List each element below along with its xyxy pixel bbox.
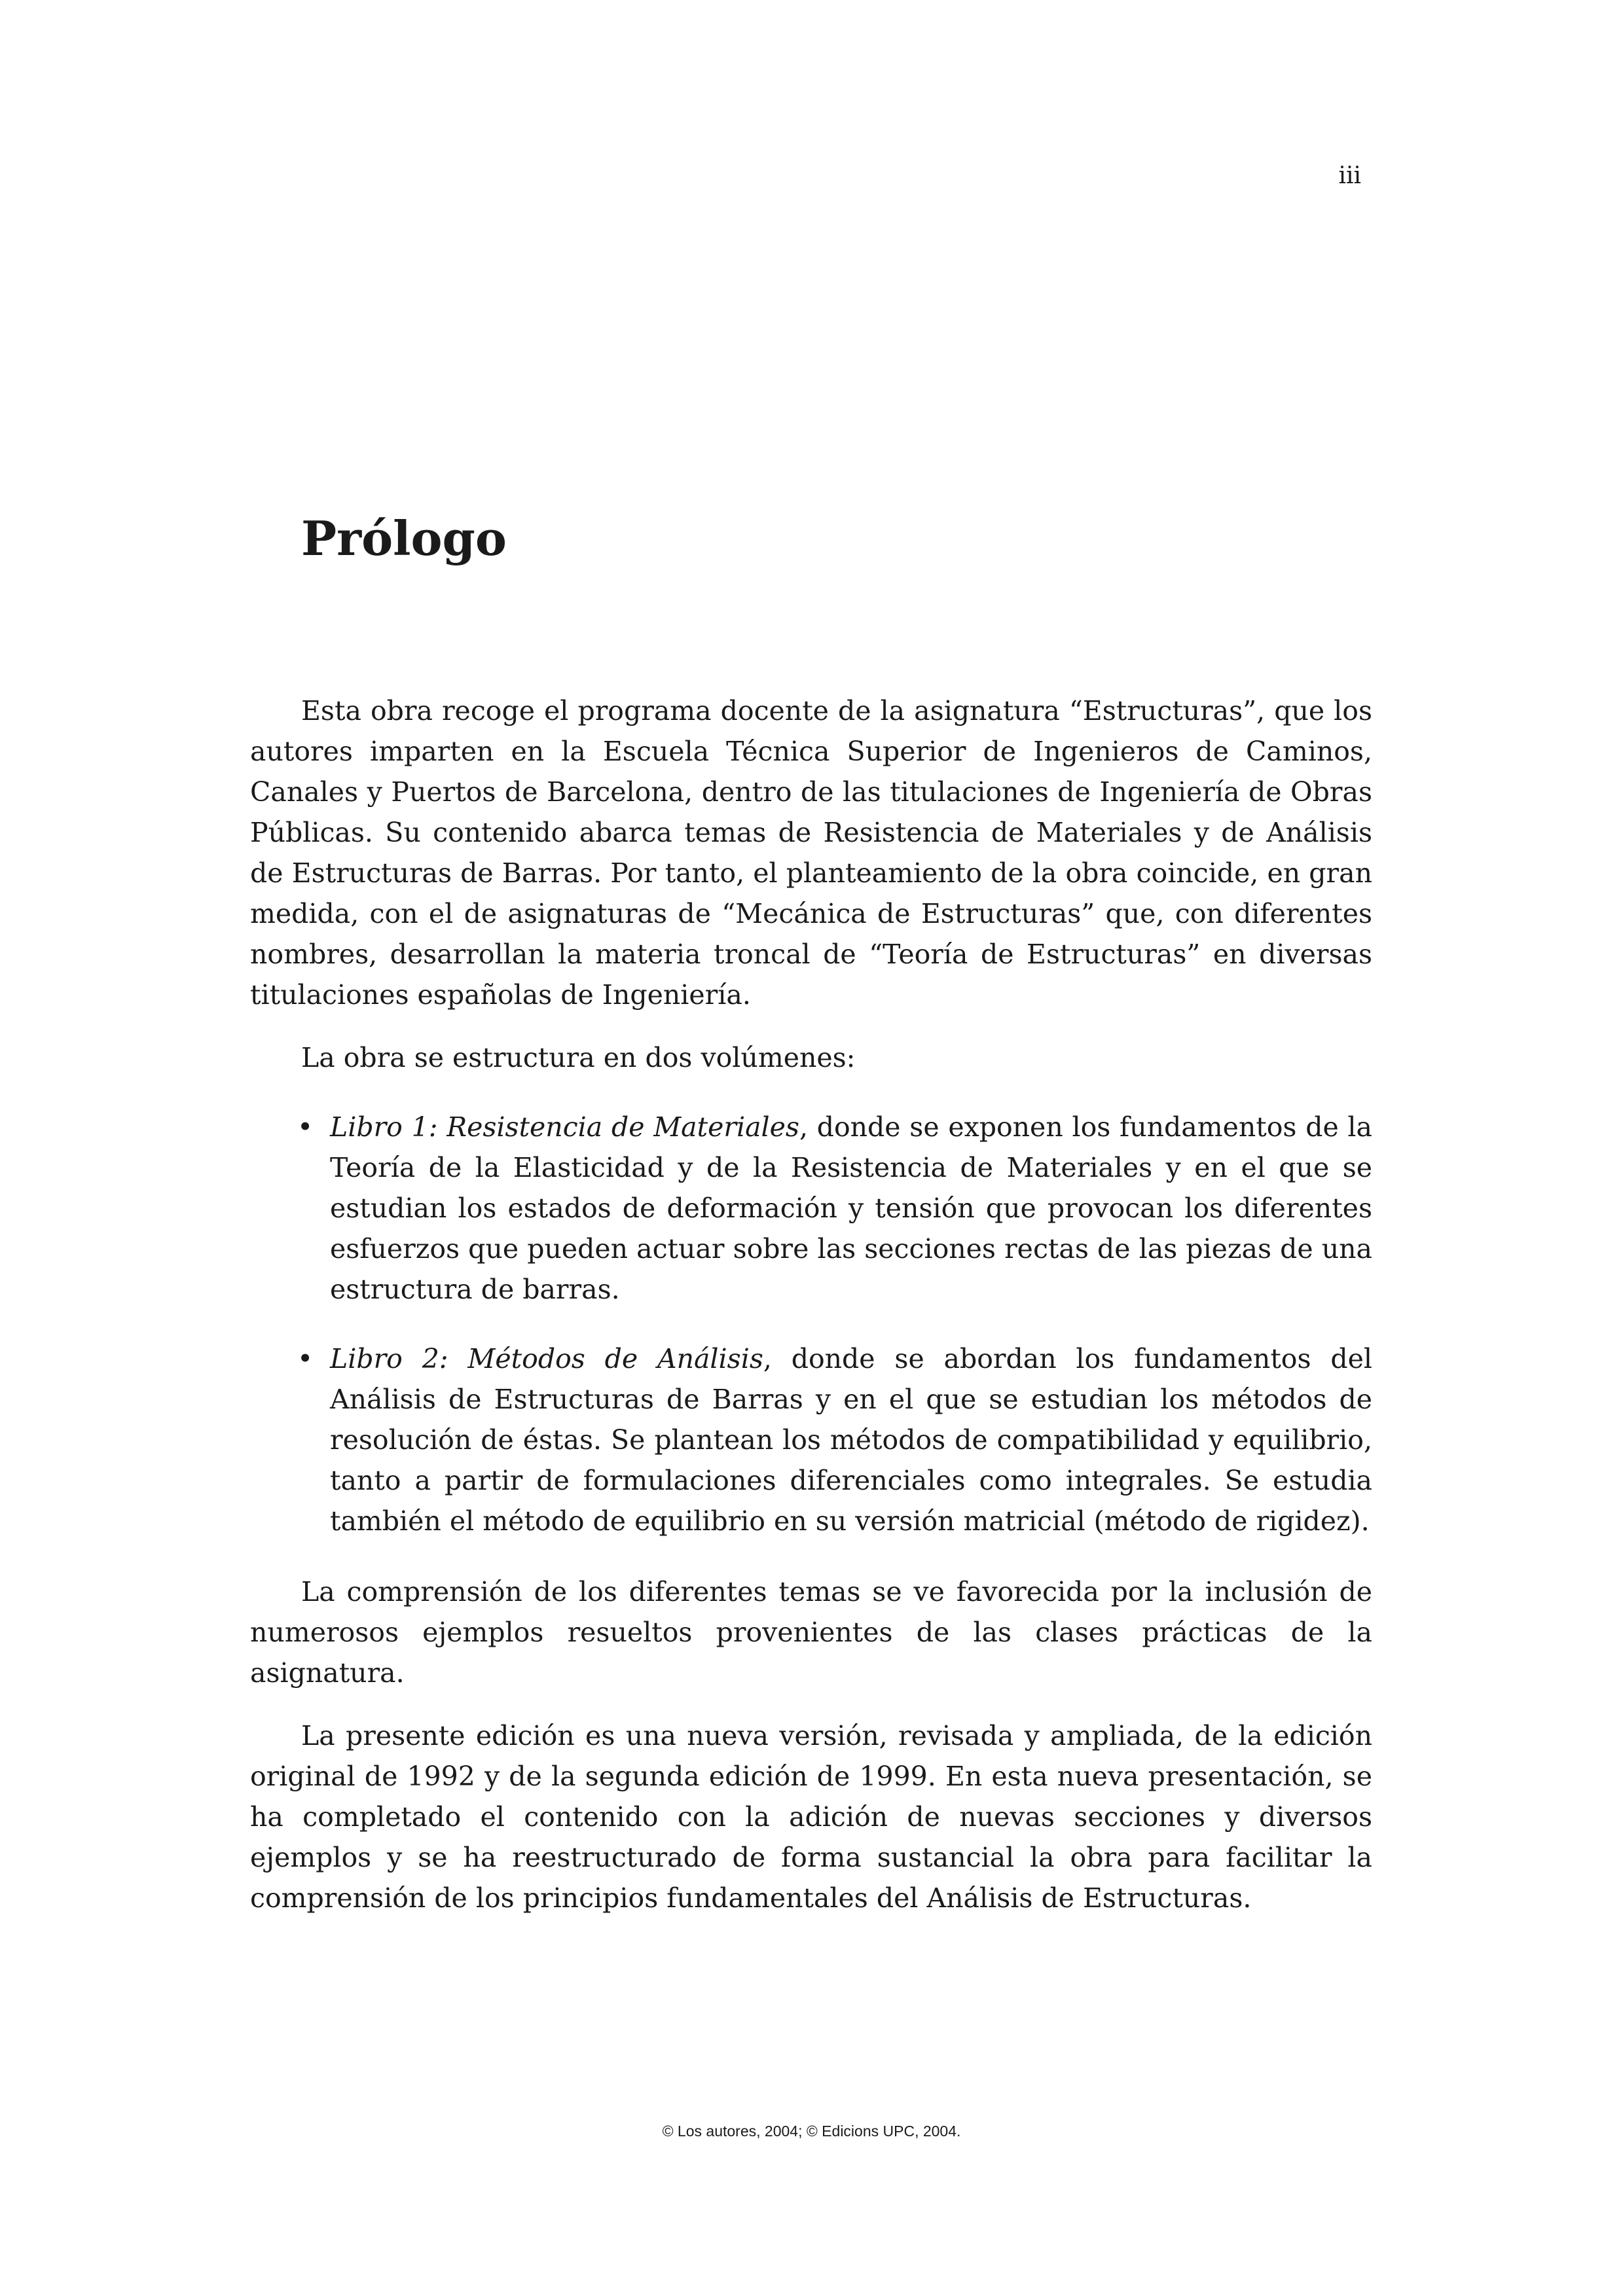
chapter-title: Prólogo	[301, 511, 507, 566]
paragraph-examples: La comprensión de los diferentes temas se ve favorecida por la inclusión de numerosos ejemplos resueltos provenientes de las clases prácticas de la asignatura.	[250, 1576, 1372, 1689]
paragraph-intro: Esta obra recoge el programa docente de la asignatura “Estructuras”, que los autores imparten en la Escuela Técnica Superior de Ingenieros de Caminos, Canales y Puertos de Barcelona, dentro de las titulaciones de Ingeniería de Obras Públicas. Su contenido abarca temas de Resistencia de Materiales y de Análisis de Estructuras de Barras. Por tanto, el planteamiento de la obra coincide, en gran medida, con el de asignaturas de “Mecánica de Estructuras” que, con diferentes nombres, desarrollan la materia troncal de “Teoría de Estructuras” en diversas titulaciones españolas de Ingeniería.	[250, 695, 1372, 1011]
volume-list	[250, 1107, 1372, 1541]
list-item-text: , donde se exponen los fundamentos de la Teoría de la Elasticidad y de la Resistencia de Materiales y en el que se estudian los estados de deformación y tensión que provocan los diferentes esfuerzos que pueden actuar sobre las secciones rectas de las piezas de una estructura de barras.	[330, 1111, 1372, 1305]
paragraph-volumes: La obra se estructura en dos volúmenes:	[301, 1042, 856, 1073]
prologue-body	[250, 691, 1372, 1941]
list-item-title: Libro 1: Resistencia de Materiales	[330, 1111, 799, 1143]
bullet-icon: •	[297, 1343, 314, 1374]
list-item	[250, 1107, 1372, 1310]
page-number: iii	[1338, 162, 1361, 189]
list-item-text: , donde se abordan los fundamentos del Análisis de Estructuras de Barras y en el que se estudian los métodos de resolución de éstas. Se plantean los métodos de compatibilidad y equilibrio, tanto a partir de formulaciones diferenciales como integrales. Se estudia también el método de equilibrio en su versión matricial (método de rigidez).	[330, 1343, 1372, 1537]
copyright-footer: © Los autores, 2004; © Edicions UPC, 2004.	[662, 2123, 961, 2140]
bullet-icon: •	[297, 1111, 314, 1143]
paragraph-edition: La presente edición es una nueva versión, revisada y ampliada, de la edición original de 1992 y de la segunda edición de 1999. En esta nueva presentación, se ha completado el contenido con la adición de nuevas secciones y diversos ejemplos y se ha reestructurado de forma sustancial la obra para facilitar la comprensión de los principios fundamentales del Análisis de Estructuras.	[250, 1720, 1372, 1914]
list-item	[250, 1338, 1372, 1541]
list-item-title: Libro 2: Métodos de Análisis	[330, 1343, 763, 1374]
